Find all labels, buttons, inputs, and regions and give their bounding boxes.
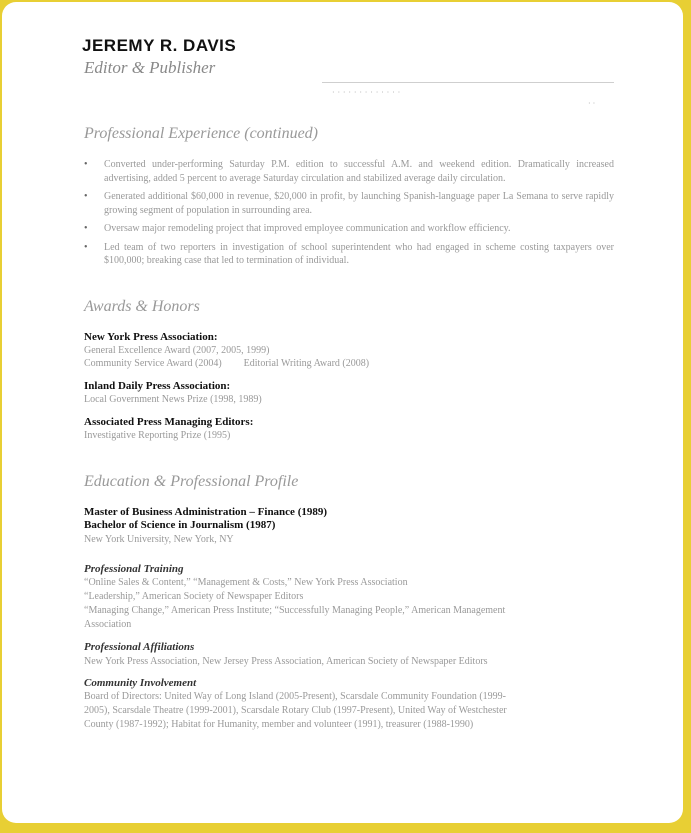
bullet-text: Converted under-performing Saturday P.M. edition to successful A.M. and weekend edition. Dramatically increased advertising, added 5 percent to average Saturday circulation and stabilized average daily circulation. xyxy=(104,159,614,184)
bullet-text: Oversaw major remodeling project that improved employee communication and workflow efficiency. xyxy=(104,223,511,234)
award-org-3: Associated Press Managing Editors: xyxy=(84,416,254,428)
header-rule xyxy=(322,82,614,83)
experience-list xyxy=(84,158,614,273)
award-org-2: Inland Daily Press Association: xyxy=(84,380,231,392)
bullet-text: Led team of two reporters in investigation of school superintendent who had engaged in scheme costing taxpayers over $100,000; breaking case that led to termination of individual. xyxy=(104,241,614,266)
community-line: Board of Directors: United Way of Long Island (2005-Present), Scarsdale Community Foundation (1999- xyxy=(84,691,506,702)
bullet-icon: • xyxy=(84,241,88,253)
award-line: Investigative Reporting Prize (1995) xyxy=(84,430,231,441)
list-item xyxy=(84,222,614,236)
award-line: Local Government News Prize (1998, 1989) xyxy=(84,394,262,405)
training-line: Association xyxy=(84,619,132,630)
list-item xyxy=(84,190,614,217)
training-line: “Online Sales & Content,” “Management & Costs,” New York Press Association xyxy=(84,577,408,588)
resume-page xyxy=(2,2,683,823)
awards-heading: Awards & Honors xyxy=(84,298,200,315)
bullet-text: Generated additional $60,000 in revenue, $20,000 in profit, by launching Spanish-language paper La Semana to serve rapidly growing segment of population in surrounding area. xyxy=(104,191,614,216)
training-heading: Professional Training xyxy=(84,563,184,575)
candidate-name: JEREMY R. DAVIS xyxy=(82,36,237,55)
community-line: County (1987-1992); Habitat for Humanity, member and volunteer (1991), treasurer (1988-1990) xyxy=(84,719,474,730)
award-line-part: Community Service Award (2004) xyxy=(84,358,222,369)
contact-line: · · · · · · · · · · · · · xyxy=(332,88,401,97)
award-line: General Excellence Award (2007, 2005, 1999) xyxy=(84,345,270,356)
bullet-icon: • xyxy=(84,223,88,234)
bullet-icon: • xyxy=(84,191,88,202)
award-org-1: New York Press Association: xyxy=(84,331,218,343)
degree-2: Bachelor of Science in Journalism (1987) xyxy=(84,519,276,531)
affiliations-heading: Professional Affiliations xyxy=(84,641,195,653)
award-line xyxy=(84,358,369,369)
candidate-title: Editor & Publisher xyxy=(84,58,216,77)
school: New York University, New York, NY xyxy=(84,534,234,545)
training-line: “Leadership,” American Society of Newspaper Editors xyxy=(84,591,304,602)
degree-1: Master of Business Administration – Finance (1989) xyxy=(84,506,328,518)
experience-heading: Professional Experience (continued) xyxy=(84,125,318,142)
training-line: “Managing Change,” American Press Institute; “Successfully Managing People,” American Management xyxy=(84,605,506,616)
education-heading: Education & Professional Profile xyxy=(84,473,299,490)
list-item xyxy=(84,158,614,185)
community-heading: Community Involvement xyxy=(84,677,197,689)
list-item xyxy=(84,241,614,268)
award-line-part: Editorial Writing Award (2008) xyxy=(243,358,370,369)
bullet-icon: • xyxy=(84,159,88,170)
affiliations-line: New York Press Association, New Jersey Press Association, American Society of Newspaper Editors xyxy=(84,656,488,667)
community-line: 2005), Scarsdale Theatre (1999-2001), Scarsdale Rotary Club (1997-Present), United Way of Westchester xyxy=(84,705,507,716)
contact-line-2: · · xyxy=(588,99,596,108)
